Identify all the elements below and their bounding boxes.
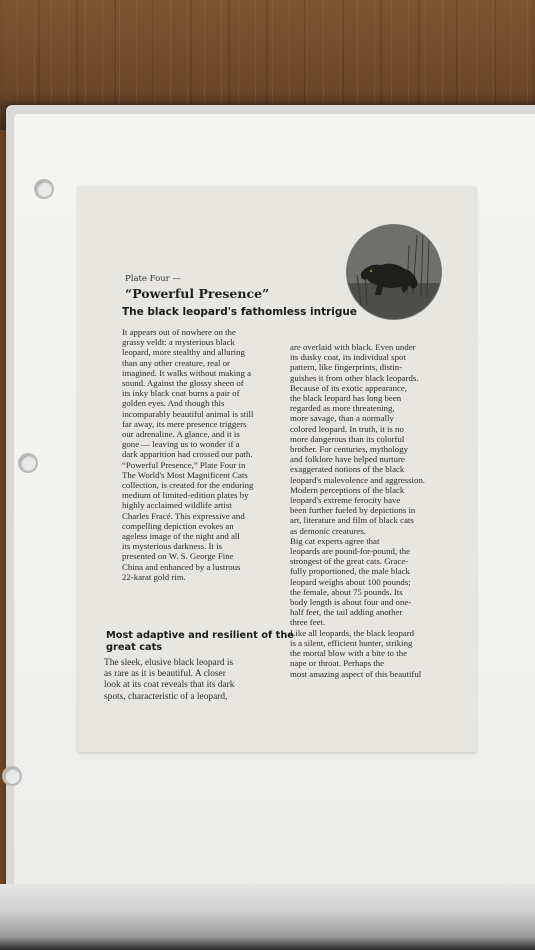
body-line: leopard's malevolence and aggression. (290, 474, 425, 485)
left-column (122, 327, 282, 582)
body-line: are overlaid with black. Even under (290, 342, 416, 352)
body-line: its inky black coat burns a pair of (122, 388, 240, 399)
body-line: our adrenaline. A glance, and it is (122, 429, 240, 440)
body-line: sound. Against the glossy sheen of (122, 378, 244, 389)
body-line: China and enhanced by a lustrous (122, 561, 241, 572)
plate-title: “Powerful Presence” (125, 286, 270, 301)
body-line: incomparably beautiful animal is still (122, 408, 254, 419)
body-line: look at its coat reveals that its dark (104, 680, 235, 691)
body-line: Modern perceptions of the black (290, 484, 405, 495)
body-line: dark apparition had crossed our path. (122, 449, 253, 460)
body-line: grassy veldt: a mysterious black (122, 337, 235, 348)
body-line: imagined. It walks without making a (122, 367, 251, 378)
body-line: The World's Most Magnificent Cats (122, 469, 248, 480)
body-line: been further fueled by depictions in (290, 505, 416, 516)
body-line: gone — leaving us to wonder if a (122, 439, 240, 450)
right-column (290, 342, 466, 679)
binder-hole-middle (18, 453, 38, 473)
body-line: Because of its exotic appearance, (290, 382, 407, 393)
body-line: most amazing aspect of this beautiful (290, 668, 422, 679)
body-line: medium of limited-edition plates by (122, 490, 249, 501)
body-line: and folklore have helped nurture (290, 454, 405, 465)
leopard-silhouette-icon (347, 225, 441, 319)
body-line: pattern, like fingerprints, distin- (290, 362, 403, 373)
body-line: more dangerous than its colorful (290, 433, 405, 444)
body-line: is a silent, efficient hunter, striking (290, 637, 413, 648)
body-line: leopard, more stealthy and alluring (122, 347, 245, 358)
body-line: It appears out of nowhere on the (122, 327, 236, 337)
body-line: leopard's extreme ferocity have (290, 495, 401, 506)
subhead-line: great cats (106, 642, 163, 653)
body-line: ageless image of the night and all (122, 531, 240, 542)
leopard-photo-icon (346, 224, 442, 320)
body-line: its dusky coat, its individual spot (290, 352, 406, 363)
body-line: half feet, the tail adding another (290, 607, 403, 618)
body-line: colored leopard. In truth, it is no (290, 423, 404, 434)
sleeve-bottom-edge (0, 884, 535, 950)
subhead (106, 630, 294, 654)
body-line: the mortal blow with a bite to the (290, 648, 408, 659)
body-line: leopard weighs about 100 pounds; (290, 576, 411, 587)
subhead-line: Most adaptive and resilient of the (106, 630, 294, 641)
body-line: as demonic creatures. (290, 525, 366, 536)
article-page (78, 186, 476, 752)
body-line: body length is about four and one- (290, 597, 412, 608)
body-line: as rare as it is beautiful. A closer (104, 669, 226, 680)
body-line: Charles Fracé. This expressive and (122, 510, 245, 521)
body-line: leopards are pound-for-pound, the (290, 546, 411, 557)
body-line: collection, is created for the enduring (122, 480, 254, 491)
left-column-lower (104, 658, 284, 703)
binder-hole-bottom (2, 766, 22, 786)
body-line: the female, about 75 pounds. Its (290, 586, 403, 597)
body-line: its mysterious darkness. It is (122, 541, 222, 552)
body-line: art, literature and film of black cats (290, 515, 414, 526)
body-line: three feet. (290, 617, 326, 628)
body-line: brother. For centuries, mythology (290, 444, 409, 455)
body-line: highly acclaimed wildlife artist (122, 500, 232, 511)
body-line: strongest of the great cats. Grace- (290, 556, 409, 567)
body-line: the black leopard has long been (290, 393, 402, 404)
body-line: guishes it from other black leopards. (290, 372, 419, 383)
body-line: far away, its mere presence triggers (122, 418, 247, 429)
body-line: golden eyes. And though this (122, 398, 225, 409)
body-line: 22-karat gold rim. (122, 571, 186, 582)
body-line: regarded as more threatening, (290, 403, 395, 414)
body-line: more savage, than a normally (290, 413, 394, 424)
body-line: than any other creature, real or (122, 357, 230, 368)
body-line: Big cat experts agree that (290, 535, 380, 546)
body-line: fully proportioned, the male black (290, 566, 410, 577)
body-line: compelling depiction evokes an (122, 520, 234, 531)
plate-label: Plate Four — (125, 274, 181, 284)
body-line: exaggerated notions of the black (290, 464, 405, 475)
binder-hole-top (34, 179, 54, 199)
body-line: Like all leopards, the black leopard (290, 627, 415, 638)
body-line: The sleek, elusive black leopard is (104, 658, 234, 668)
body-line: nape or throat. Perhaps the (290, 658, 385, 669)
body-line: presented on W. S. George Fine (122, 551, 234, 562)
article-headline: The black leopard's fathomless intrigue (122, 306, 357, 318)
body-line: “Powerful Presence,” Plate Four in (122, 459, 246, 470)
body-line: spots, characteristic of a leopard, (104, 691, 228, 702)
